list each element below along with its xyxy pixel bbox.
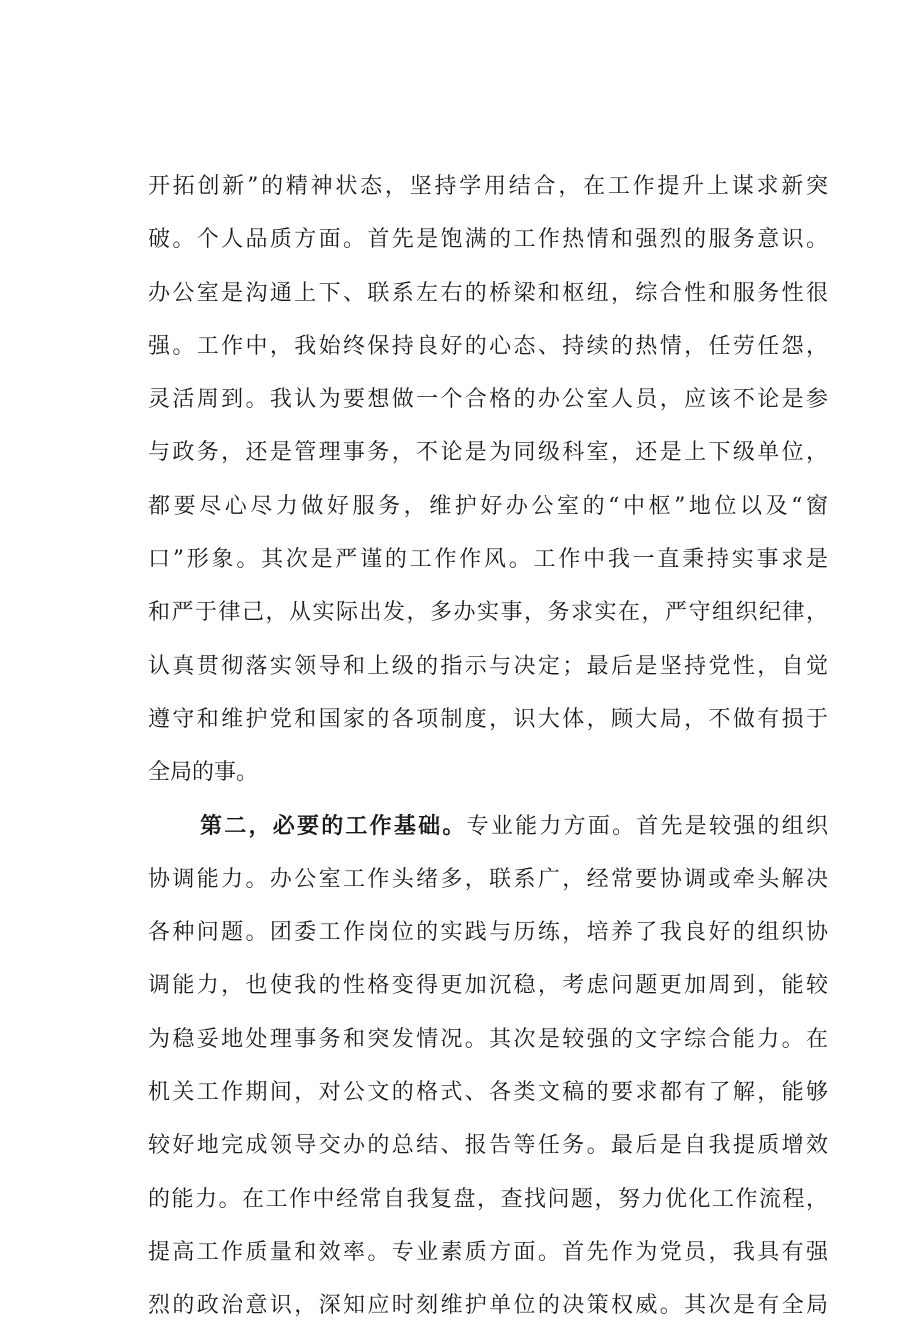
document-body <box>148 160 828 1333</box>
paragraph-1-line-5: 灵活周到。我认为要想做一个合格的办公室人员，应该不论是参 <box>148 387 828 413</box>
paragraph-2-line-3: 各种问题。团委工作岗位的实践与历练，培养了我良好的组织协 <box>148 920 828 946</box>
paragraph-1-line-12: 全局的事。 <box>148 760 259 786</box>
paragraph-1-line-7: 都要尽心尽力做好服务，维护好办公室的“中枢”地位以及“窗 <box>148 493 828 519</box>
paragraph-2-line-5: 为稳妥地处理事务和突发情况。其次是较强的文字综合能力。在 <box>148 1026 828 1052</box>
paragraph-1-line-4: 强。工作中，我始终保持良好的心态、持续的热情，任劳任怨， <box>148 333 828 359</box>
paragraph-1-line-2: 破。个人品质方面。首先是饱满的工作热情和强烈的服务意识。 <box>148 227 828 253</box>
paragraph-2-line-9: 提高工作质量和效率。专业素质方面。首先作为党员，我具有强 <box>148 1239 828 1265</box>
paragraph-1-line-6: 与政务，还是管理事务，不论是为同级科室，还是上下级单位， <box>148 440 828 466</box>
paragraph-2-first-line <box>148 800 828 853</box>
paragraph-2-line-6: 机关工作期间，对公文的格式、各类文稿的要求都有了解，能够 <box>148 1080 828 1106</box>
paragraph-2-first-line-text: 专业能力方面。首先是较强的组织 <box>466 813 828 839</box>
paragraph-2-line-7: 较好地完成领导交办的总结、报告等任务。最后是自我提质增效 <box>148 1133 828 1159</box>
paragraph-1-line-3: 办公室是沟通上下、联系左右的桥梁和枢纽，综合性和服务性很 <box>148 280 828 306</box>
paragraph-1-line-11: 遵守和维护党和国家的各项制度，识大体，顾大局，不做有损于 <box>148 706 828 732</box>
paragraph-2-line-2: 协调能力。办公室工作头绪多，联系广，经常要协调或牵头解决 <box>148 866 828 892</box>
paragraph-2-line-10: 烈的政治意识，深知应时刻维护单位的决策权威。其次是有全局 <box>148 1293 828 1319</box>
paragraph-2-heading: 第二，必要的工作基础。 <box>200 813 467 839</box>
paragraph-1-line-1: 开拓创新”的精神状态，坚持学用结合，在工作提升上谋求新突 <box>148 174 828 199</box>
paragraph-2-line-4: 调能力，也使我的性格变得更加沉稳，考虑问题更加周到，能较 <box>148 973 828 999</box>
paragraph-1-line-10: 认真贯彻落实领导和上级的指示与决定；最后是坚持党性，自觉 <box>148 653 828 679</box>
paragraph-1-line-8: 口”形象。其次是严谨的工作作风。工作中我一直秉持实事求是 <box>148 547 828 573</box>
paragraph-1-line-9: 和严于律己，从实际出发，多办实事，务求实在，严守组织纪律， <box>148 600 828 626</box>
paragraph-2-line-8: 的能力。在工作中经常自我复盘，查找问题，努力优化工作流程， <box>148 1186 828 1212</box>
